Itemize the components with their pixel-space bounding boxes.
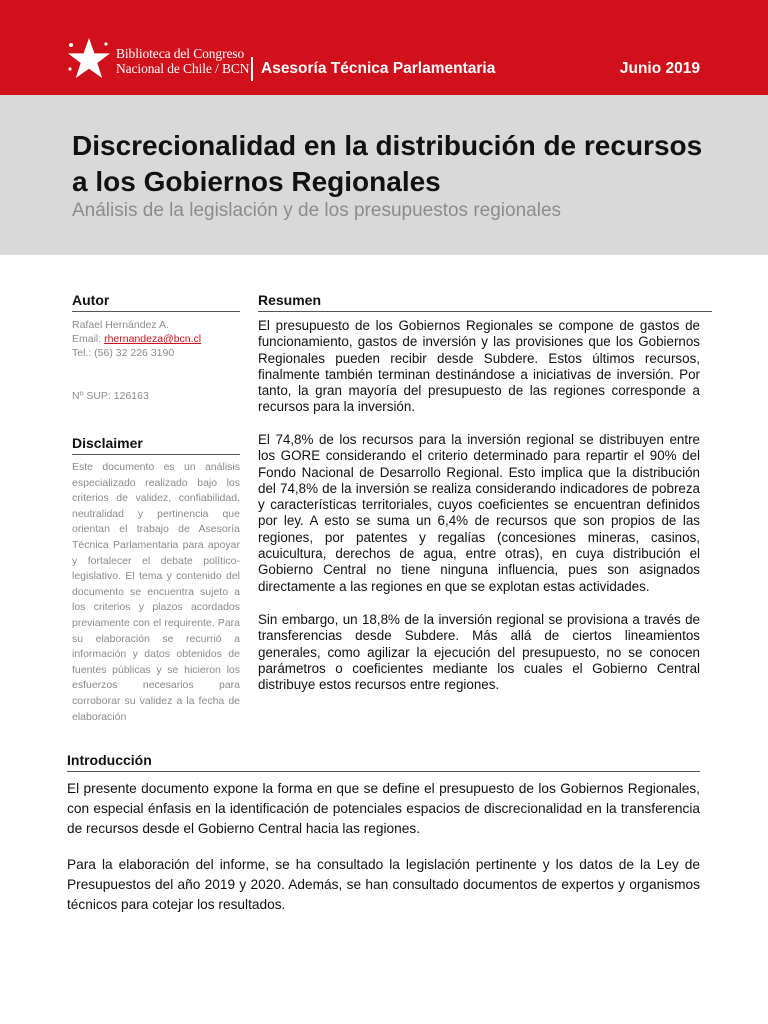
intro-paragraph-2: Para la elaboración del informe, se ha consultado la legislación pertinente y los datos de la Ley de Presupuestos del año 2019 y 2020. Además, se han consultado documentos de expertos y organismos técnicos para cotejar los resultados.	[67, 857, 700, 913]
logo-line-1: Biblioteca del Congreso	[116, 46, 245, 61]
summary-paragraph-2: El 74,8% de los recursos para la inversión regional se distribuyen entre los GORE considerando el criterio determinado para repartir el 90% del Fondo Nacional de Desarrollo Regional. Esto implica que la distribución del 74,8% de la inversión se realiza considerando indicadores de pobreza y características territoriales, cuyos coeficientes se encuentran definidos por ley. A esto se suma un 6,4% de recursos que son propios de las regiones, por patentes y regalías (concesiones mineras, casinos, acuicultura, derechos de agua, entre otras), en cuya distribución el Gobierno Central no tiene ninguna influencia, pues son asignados directamente a las regiones en que se explotan estas actividades.	[258, 432, 700, 594]
disclaimer-heading: Disclaimer	[72, 435, 240, 455]
disclaimer-text: Este documento es un análisis especializado realizado bajo los criterios de validez, confiabilidad, neutralidad y pertinencia que orientan el trabajo de Asesoría Técnica Parlamentaria para apoyar y fortalecer el debate político-legislativo. El tema y contenido del documento se encuentra sujeto a los criterios y plazos acordados previamente con el requirente. Para su elaboración se recurrió a información y datos obtenidos de fuentes públicas y se hicieron los esfuerzos necesarios para corroborar su validez a la fecha de elaboración	[72, 461, 240, 723]
author-heading: Autor	[72, 292, 240, 312]
bcn-logo-text	[116, 46, 249, 76]
summary-paragraph-1: El presupuesto de los Gobiernos Regionales se compone de gastos de funcionamiento, gastos de inversión y las provisiones que los Gobiernos Regionales pueden recibir desde Subdere. Estos últimos recursos, finalmente también terminan destinándose a iniciativas de inversión. Por tanto, la gran mayoría del presupuesto de las regiones corresponde a recursos para la inversión.	[258, 318, 700, 415]
author-phone: Tel.: (56) 32 226 3190	[72, 347, 175, 359]
author-email-line	[72, 332, 240, 346]
intro-heading: Introducción	[67, 752, 700, 772]
summary-paragraph-3: Sin embargo, un 18,8% de la inversión regional se provisiona a través de transferencias desde Subdere. Más allá de ciertos lineamientos generales, como agilizar la ejecución del presupuesto, no se conocen parámetros o coeficientes mediante los cuales el Gobierno Central distribuye estos recursos entre regiones.	[258, 612, 700, 693]
header-date: Junio 2019	[619, 60, 700, 77]
header-divider	[251, 57, 253, 81]
intro-paragraph-1: El presente documento expone la forma en que se define el presupuesto de los Gobiernos Regionales, con especial énfasis en la identificación de potenciales espacios de discrecionalidad en la transferencia de recursos desde el Gobierno Central hacia las regiones.	[67, 781, 700, 837]
logo-line-2: Nacional de Chile / BCN	[116, 61, 250, 76]
star-logo-icon	[66, 36, 112, 80]
header-unit-name: Asesoría Técnica Parlamentaria	[261, 60, 496, 77]
document-subtitle: Análisis de la legislación y de los presupuestos regionales	[72, 200, 562, 221]
email-label: Email:	[72, 333, 105, 345]
author-email-link[interactable]: rhernandeza@bcn.cl	[104, 333, 202, 345]
author-name: Rafael Hernández A.	[72, 319, 169, 331]
summary-heading: Resumen	[258, 292, 712, 312]
document-title: Discrecionalidad en la distribución de recursos a los Gobiernos Regionales	[72, 130, 703, 197]
author-info	[72, 318, 240, 360]
sup-number: Nº SUP: 126163	[72, 390, 149, 402]
